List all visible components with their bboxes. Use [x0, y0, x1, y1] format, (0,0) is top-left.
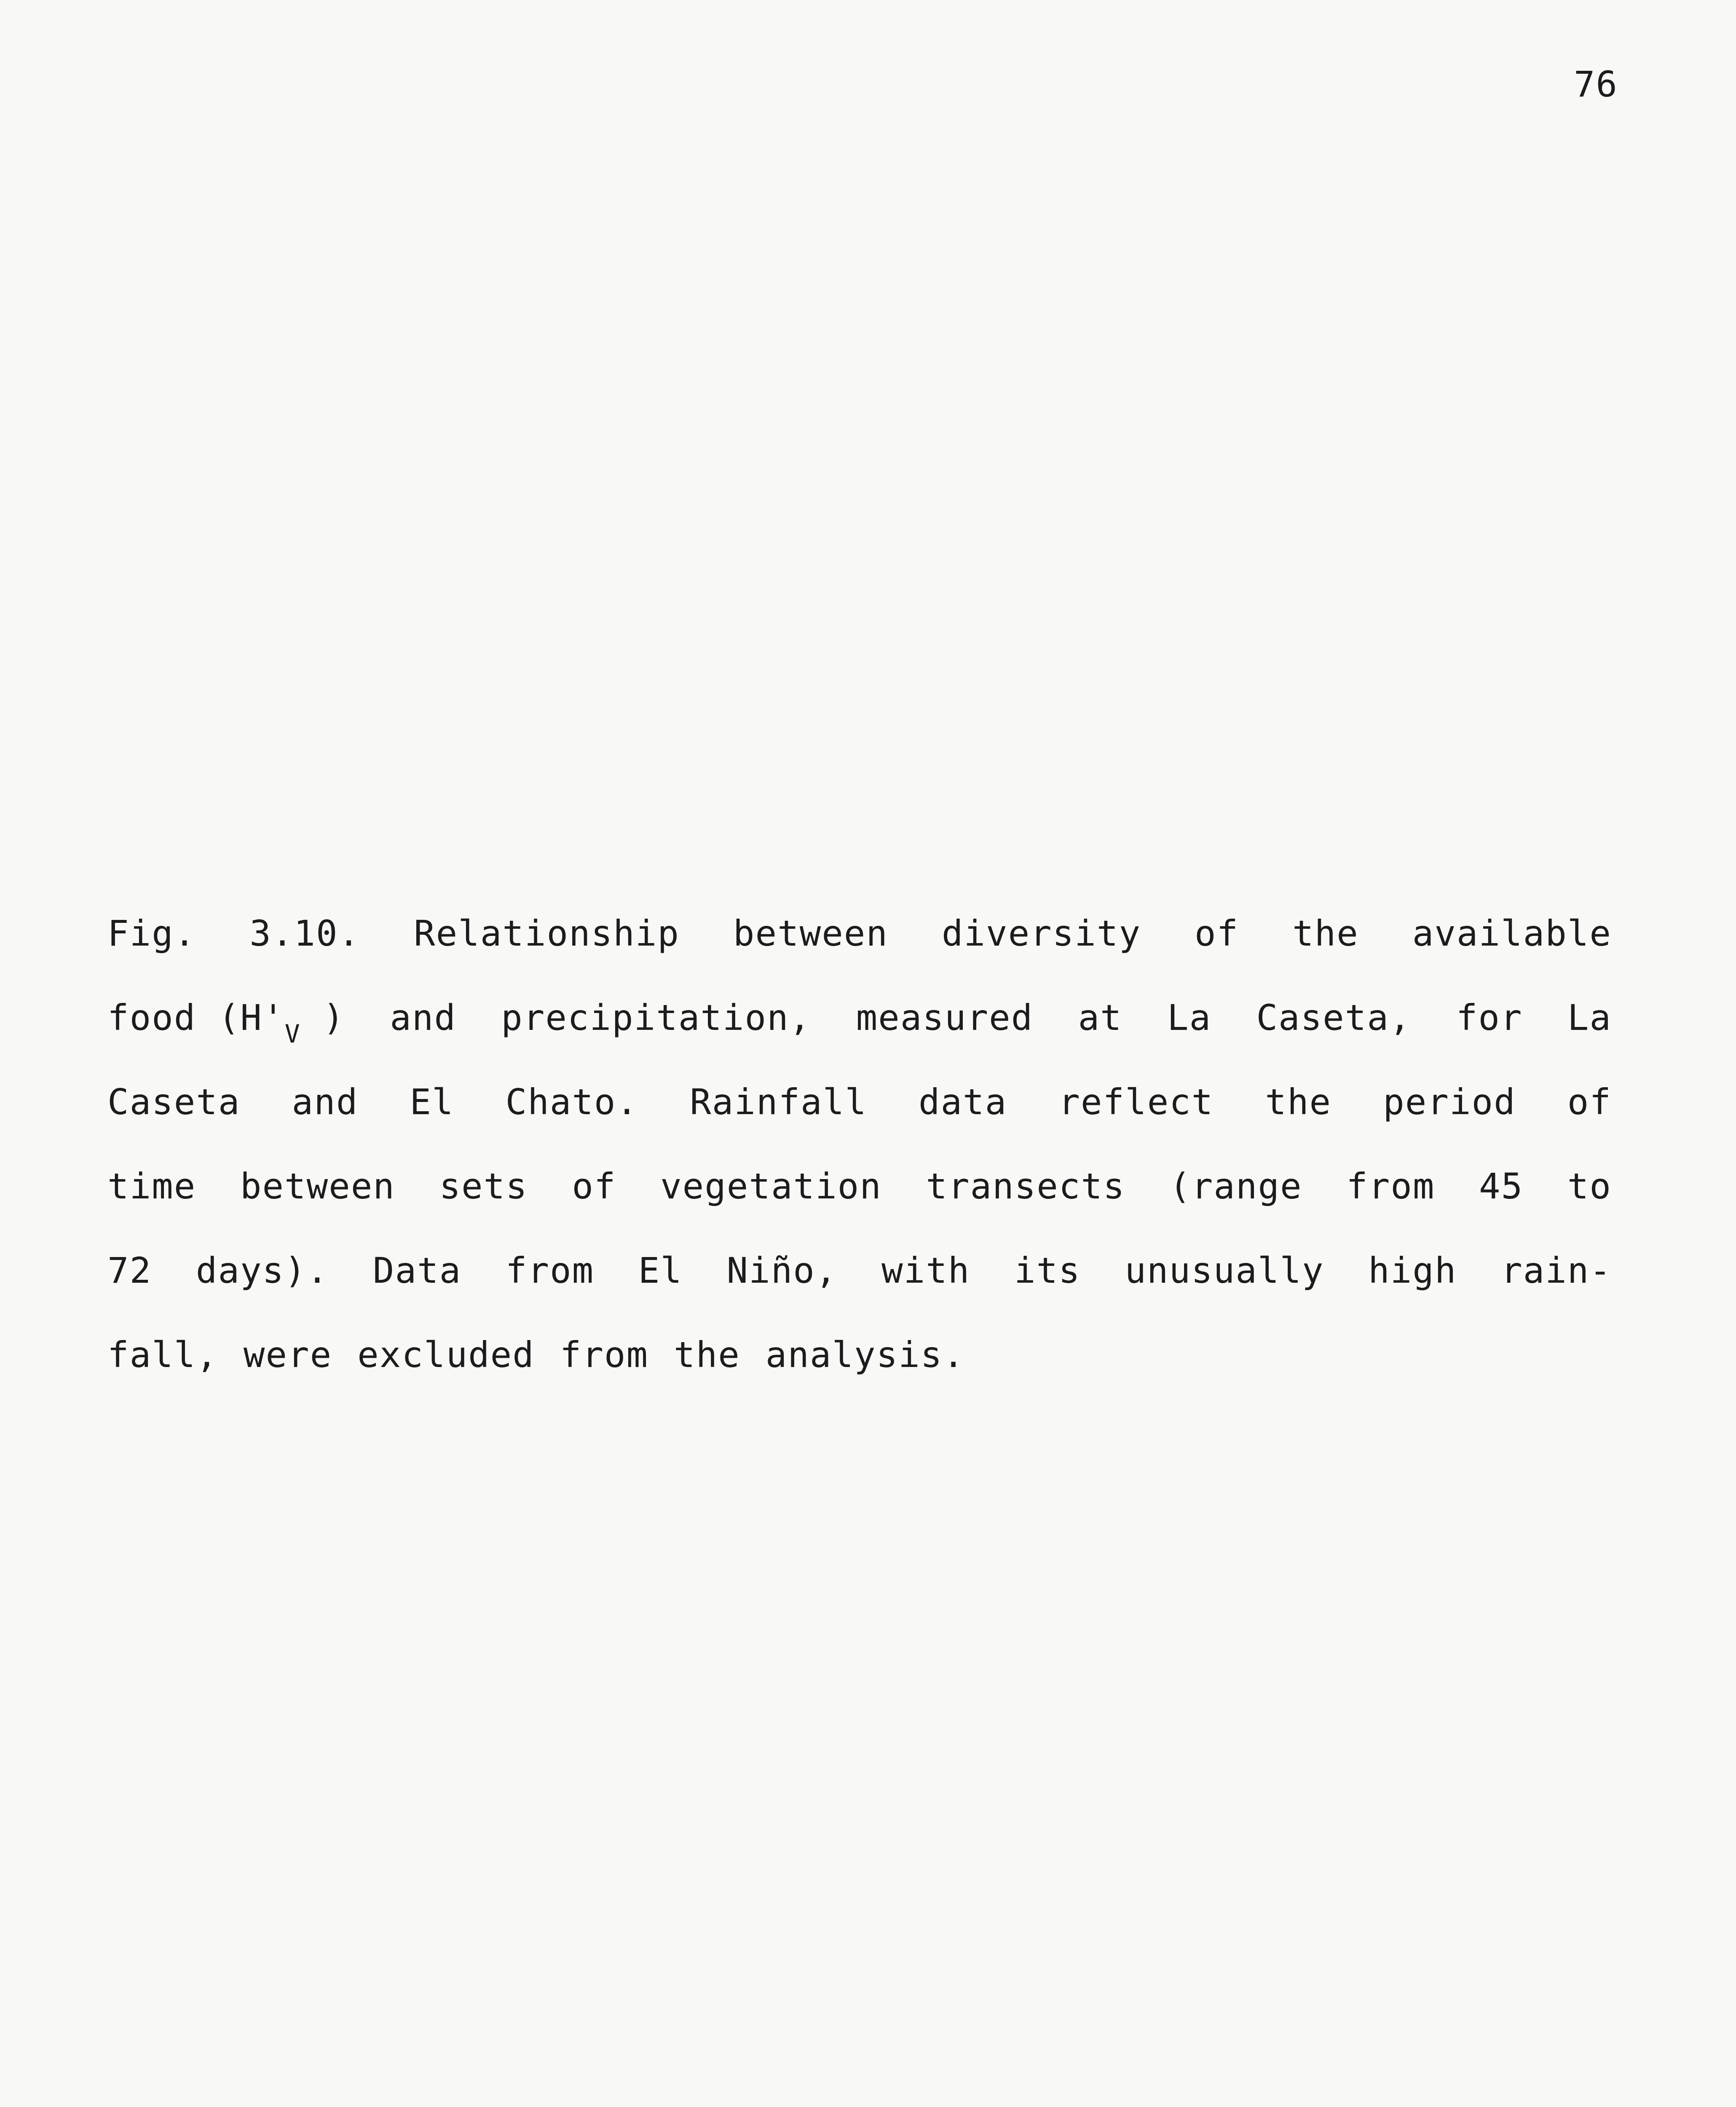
caption-word: Caseta — [107, 1081, 241, 1123]
caption-line — [107, 1081, 1612, 1165]
caption-word: for — [1456, 997, 1523, 1038]
caption-word: 3.10. — [249, 913, 361, 954]
caption-word: reflect — [1058, 1081, 1214, 1123]
caption-word: ) — [323, 997, 345, 1038]
caption-word: were — [243, 1334, 332, 1375]
caption-line — [107, 912, 1612, 997]
caption-word: Caseta, — [1256, 997, 1412, 1038]
caption-word: Data — [372, 1250, 462, 1291]
caption-word: data — [918, 1081, 1007, 1123]
caption-word: rain- — [1501, 1250, 1612, 1291]
caption-word: measured — [856, 997, 1034, 1038]
caption-word: analysis. — [765, 1334, 965, 1375]
caption-word: period — [1383, 1081, 1516, 1123]
caption-word: days). — [196, 1250, 329, 1291]
subscript-v: V — [284, 1019, 301, 1049]
caption-word: 72 — [107, 1250, 152, 1291]
caption-word: food (H' — [107, 997, 285, 1038]
caption-word: Relationship — [414, 913, 680, 954]
caption-line — [107, 1334, 1612, 1418]
caption-word: sets — [439, 1166, 528, 1207]
caption-word: from — [505, 1250, 595, 1291]
caption-word: available — [1412, 913, 1612, 954]
caption-word: of — [572, 1166, 616, 1207]
caption-word: vegetation — [660, 1166, 882, 1207]
caption-word: fall, — [107, 1334, 218, 1375]
caption-word: to — [1567, 1166, 1612, 1207]
caption-word: high — [1368, 1250, 1457, 1291]
caption-word: El — [638, 1250, 683, 1291]
caption-word: the — [1265, 1081, 1332, 1123]
caption-word: time — [107, 1166, 196, 1207]
caption-formula — [107, 997, 345, 1081]
caption-word: (range — [1169, 1166, 1302, 1207]
caption-word: 45 — [1479, 1166, 1524, 1207]
caption-word: Rainfall — [690, 1081, 867, 1123]
caption-word: the — [674, 1334, 740, 1375]
caption-word: of — [1567, 1081, 1612, 1123]
caption-word: with — [881, 1250, 970, 1291]
caption-word: from — [1346, 1166, 1435, 1207]
caption-word: and — [292, 1081, 359, 1123]
caption-line — [107, 997, 1612, 1081]
caption-word: between — [733, 913, 888, 954]
caption-word: of — [1194, 913, 1239, 954]
caption-word: its — [1014, 1250, 1081, 1291]
caption-word: Chato. — [505, 1081, 639, 1123]
caption-word: Niño, — [726, 1250, 838, 1291]
caption-word: excluded — [357, 1334, 535, 1375]
caption-word: precipitation, — [501, 997, 812, 1038]
caption-word: from — [560, 1334, 649, 1375]
caption-line — [107, 1249, 1612, 1334]
caption-word: Fig. — [107, 913, 196, 954]
caption-word: unusually — [1125, 1250, 1324, 1291]
caption-word: the — [1292, 913, 1359, 954]
page-number: 76 — [1573, 64, 1618, 105]
figure-caption — [107, 912, 1612, 1418]
caption-word: between — [240, 1166, 395, 1207]
caption-word: El — [410, 1081, 454, 1123]
caption-word: transects — [926, 1166, 1125, 1207]
caption-word: La — [1167, 997, 1212, 1038]
caption-word: at — [1078, 997, 1123, 1038]
caption-word: La — [1567, 997, 1612, 1038]
caption-line — [107, 1165, 1612, 1249]
caption-word: diversity — [941, 913, 1141, 954]
caption-word: and — [390, 997, 456, 1038]
